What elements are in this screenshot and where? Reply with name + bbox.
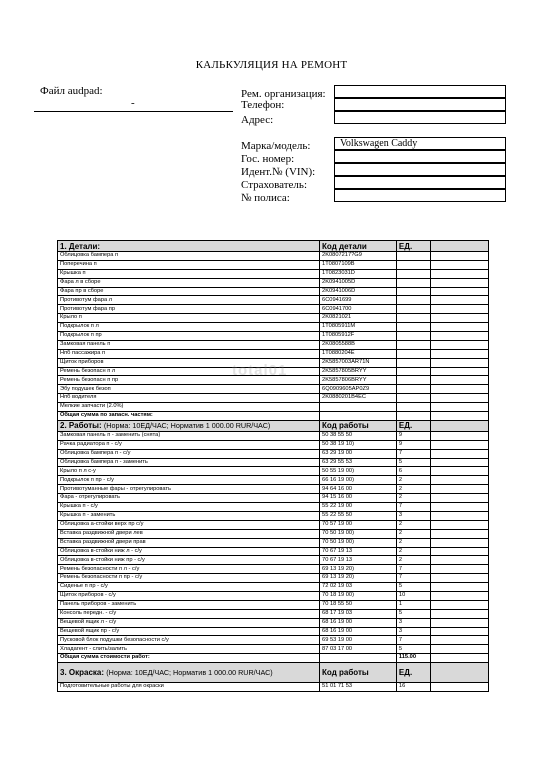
- works-total-row-value: 115.00: [396, 654, 430, 663]
- works-total-row-extra: [431, 654, 489, 663]
- table-row: [58, 458, 489, 467]
- address-field: [334, 111, 506, 124]
- item-name-cell: Фара пр в сборе: [58, 287, 320, 296]
- code-column-header: Код работы: [320, 420, 397, 431]
- unit-cell: 16: [396, 683, 430, 692]
- extra-cell: [431, 618, 489, 627]
- extra-cell: [431, 574, 489, 583]
- code-cell: 2K0941005D: [320, 278, 397, 287]
- parts-section-title: [58, 241, 320, 252]
- unit-cell: [396, 323, 430, 332]
- table-row: [58, 332, 489, 341]
- plate-label: Гос. номер:: [241, 153, 295, 165]
- paint-section-title: [58, 663, 320, 683]
- code-cell: 68 17 19 03: [320, 609, 397, 618]
- extra-cell: [431, 591, 489, 600]
- table-row: [58, 269, 489, 278]
- item-name-cell: Сиденье п пр - с/у: [58, 583, 320, 592]
- misc-parts-row-code: [320, 403, 397, 412]
- code-cell: 63 29 19 00: [320, 449, 397, 458]
- item-name-cell: Противотум фара пр: [58, 305, 320, 314]
- code-cell: 66 16 19 00): [320, 476, 397, 485]
- unit-cell: 7: [396, 503, 430, 512]
- code-cell: 6C0941699: [320, 296, 397, 305]
- extra-cell: [431, 260, 489, 269]
- table-row: [58, 287, 489, 296]
- table-row: [58, 538, 489, 547]
- table-row: [58, 520, 489, 529]
- code-cell: 51 01 71 53: [320, 683, 397, 692]
- unit-cell: [396, 314, 430, 323]
- table-row: [58, 645, 489, 654]
- extra-cell: [431, 476, 489, 485]
- code-cell: 2K5857805BRYY: [320, 367, 397, 376]
- unit-cell: 2: [396, 476, 430, 485]
- extra-cell: [431, 449, 489, 458]
- table-row: [58, 260, 489, 269]
- unit-cell: 6: [396, 467, 430, 476]
- unit-cell: [396, 367, 430, 376]
- unit-cell: [396, 358, 430, 367]
- unit-cell: [396, 260, 430, 269]
- extra-cell: [431, 485, 489, 494]
- calculation-table: [57, 240, 489, 692]
- table-row: [58, 618, 489, 627]
- address-label: Адрес:: [241, 114, 274, 126]
- item-name-cell: Облицовка бампера п - с/у: [58, 449, 320, 458]
- table-row: [58, 431, 489, 440]
- table-row: [58, 252, 489, 261]
- works-subtitle: (Норма: 10ЕД/ЧАС; Норматив 1 000.00 RUR/ЧАС): [103, 421, 271, 431]
- code-cell: 87 03 17 00: [320, 645, 397, 654]
- table-row: [58, 440, 489, 449]
- unit-cell: 3: [396, 618, 430, 627]
- table-row: [58, 565, 489, 574]
- extra-cell: [431, 332, 489, 341]
- unit-cell: [396, 385, 430, 394]
- extra-cell: [431, 305, 489, 314]
- unit-cell: 2: [396, 529, 430, 538]
- item-name-cell: Крышка п - заменить: [58, 511, 320, 520]
- code-cell: 2K0805588B: [320, 340, 397, 349]
- extra-cell: [431, 538, 489, 547]
- extra-cell: [431, 340, 489, 349]
- item-name-cell: Замковая панель п: [58, 340, 320, 349]
- empty-column-header: [431, 420, 489, 431]
- extra-cell: [431, 385, 489, 394]
- misc-parts-row-label: Мелкие запчасти (2.0%): [58, 403, 320, 412]
- table-row: [58, 467, 489, 476]
- insurer-label: Страхователь:: [241, 179, 307, 191]
- unit-cell: 7: [396, 565, 430, 574]
- code-cell: 1T0880204E: [320, 349, 397, 358]
- unit-cell: 5: [396, 458, 430, 467]
- vin-field: [334, 163, 506, 176]
- file-dash: -: [131, 97, 135, 109]
- code-cell: 1T0805911M: [320, 323, 397, 332]
- extra-cell: [431, 269, 489, 278]
- policy-field: [334, 189, 506, 202]
- extra-cell: [431, 556, 489, 565]
- extra-cell: [431, 278, 489, 287]
- vin-label: Идент.№ (VIN):: [241, 166, 316, 178]
- empty-column-header: [431, 663, 489, 683]
- code-cell: 70 67 19 13: [320, 556, 397, 565]
- works-section-header: [58, 420, 489, 431]
- table-row: [58, 385, 489, 394]
- table-row: [58, 591, 489, 600]
- table-row: [58, 394, 489, 403]
- parts-total-row-code: [320, 412, 397, 421]
- extra-cell: [431, 296, 489, 305]
- item-name-cell: Нпб пассажира п: [58, 349, 320, 358]
- extra-cell: [431, 323, 489, 332]
- extra-cell: [431, 503, 489, 512]
- item-name-cell: Щиток приборов: [58, 358, 320, 367]
- org-label: Рем. организация:: [241, 88, 326, 100]
- code-cell: 1T0823031D: [320, 269, 397, 278]
- unit-cell: 7: [396, 449, 430, 458]
- parts-total-row-extra: [431, 412, 489, 421]
- table-row: [58, 627, 489, 636]
- extra-cell: [431, 349, 489, 358]
- code-cell: 94 64 16 00: [320, 485, 397, 494]
- unit-cell: 3: [396, 627, 430, 636]
- works-total-row: [58, 654, 489, 663]
- unit-cell: [396, 340, 430, 349]
- works-total-row-label: Общая сумма стоимости работ:: [58, 654, 320, 663]
- unit-column-header: ЕД.: [396, 420, 430, 431]
- item-name-cell: Крышка п: [58, 269, 320, 278]
- item-name-cell: Подкрылок п пр - с/у: [58, 476, 320, 485]
- item-name-cell: Облицовка бампера п: [58, 252, 320, 261]
- item-name-cell: Подкрылок п л: [58, 323, 320, 332]
- table-row: [58, 547, 489, 556]
- item-name-cell: Противотум фара л: [58, 296, 320, 305]
- table-row: [58, 476, 489, 485]
- unit-column-header: ЕД.: [396, 663, 430, 683]
- item-name-cell: Крыло п л с-у: [58, 467, 320, 476]
- unit-cell: 2: [396, 485, 430, 494]
- table-row: [58, 278, 489, 287]
- parts-total-row-value: [396, 412, 430, 421]
- parts-section-header: [58, 241, 489, 252]
- item-name-cell: Вставка раздвижной двери лев: [58, 529, 320, 538]
- code-cell: 1T0807109B: [320, 260, 397, 269]
- file-label: Файл audpad:: [40, 85, 103, 97]
- unit-cell: 2: [396, 520, 430, 529]
- unit-cell: [396, 278, 430, 287]
- unit-cell: 2: [396, 556, 430, 565]
- item-name-cell: Нпб водителя: [58, 394, 320, 403]
- table-row: [58, 556, 489, 565]
- code-cell: 50 55 19 00): [320, 467, 397, 476]
- item-name-cell: Подготовительные работы для окраски: [58, 683, 320, 692]
- extra-cell: [431, 494, 489, 503]
- code-cell: 69 13 19 20): [320, 574, 397, 583]
- item-name-cell: Рачка радиатора п - с/у: [58, 440, 320, 449]
- code-cell: 2K0880201B4EC: [320, 394, 397, 403]
- table-row: [58, 574, 489, 583]
- watermark-logo: total01: [232, 362, 288, 379]
- code-cell: 70 57 19 00: [320, 520, 397, 529]
- table-row: [58, 609, 489, 618]
- code-cell: 63 29 55 53: [320, 458, 397, 467]
- unit-cell: [396, 349, 430, 358]
- extra-cell: [431, 358, 489, 367]
- item-name-cell: Хладагент - слить/залить: [58, 645, 320, 654]
- item-name-cell: Ремень безопасности п л - с/у: [58, 565, 320, 574]
- extra-cell: [431, 520, 489, 529]
- table-row: [58, 323, 489, 332]
- item-name-cell: Ремень безопасности п пр - с/у: [58, 574, 320, 583]
- unit-cell: 2: [396, 494, 430, 503]
- unit-cell: [396, 296, 430, 305]
- code-cell: 70 67 19 13: [320, 547, 397, 556]
- code-cell: 50 38 55 50: [320, 431, 397, 440]
- unit-cell: [396, 287, 430, 296]
- unit-cell: 7: [396, 574, 430, 583]
- code-cell: 55 22 19 00: [320, 503, 397, 512]
- unit-cell: 10: [396, 591, 430, 600]
- extra-cell: [431, 314, 489, 323]
- unit-cell: [396, 252, 430, 261]
- item-name-cell: Облицовка в-стойки ниж пр - с/у: [58, 556, 320, 565]
- item-name-cell: Фара л в сборе: [58, 278, 320, 287]
- table-row: [58, 600, 489, 609]
- unit-cell: [396, 394, 430, 403]
- table-row: [58, 340, 489, 349]
- table-row: [58, 485, 489, 494]
- code-cell: 2K0807217?G9: [320, 252, 397, 261]
- item-name-cell: Вещевой ящик пр - с/у: [58, 627, 320, 636]
- paint-subtitle: (Норма: 10ЕД/ЧАС; Норматив 1 000.00 RUR/ЧАС): [106, 668, 273, 678]
- extra-cell: [431, 583, 489, 592]
- item-name-cell: Замковая панель п - заменить (снята): [58, 431, 320, 440]
- code-column-header: Код детали: [320, 241, 397, 252]
- misc-parts-row-extra: [431, 403, 489, 412]
- extra-cell: [431, 467, 489, 476]
- insurer-field: [334, 176, 506, 189]
- plate-field: [334, 150, 506, 163]
- extra-cell: [431, 511, 489, 520]
- extra-cell: [431, 600, 489, 609]
- unit-cell: 2: [396, 547, 430, 556]
- table-row: [58, 349, 489, 358]
- item-name-cell: Пусковой блок подушки безопасности с/у: [58, 636, 320, 645]
- item-name-cell: Щиток приборов - с/у: [58, 591, 320, 600]
- extra-cell: [431, 376, 489, 385]
- unit-cell: 1: [396, 600, 430, 609]
- table-row: [58, 449, 489, 458]
- table-row: [58, 503, 489, 512]
- item-name-cell: Подкрылок п пр: [58, 332, 320, 341]
- code-cell: 6C0941700: [320, 305, 397, 314]
- code-cell: 72 02 19 03: [320, 583, 397, 592]
- parts-total-row: [58, 412, 489, 421]
- extra-cell: [431, 367, 489, 376]
- extra-cell: [431, 458, 489, 467]
- item-name-cell: Противотуманные фары - отрегулировать: [58, 485, 320, 494]
- table-row: [58, 305, 489, 314]
- misc-parts-row: [58, 403, 489, 412]
- extra-cell: [431, 529, 489, 538]
- unit-cell: 2: [396, 538, 430, 547]
- item-name-cell: Поперечина п: [58, 260, 320, 269]
- item-name-cell: Крышка п - с/у: [58, 503, 320, 512]
- extra-cell: [431, 252, 489, 261]
- extra-cell: [431, 431, 489, 440]
- code-cell: 94 15 16 00: [320, 494, 397, 503]
- table-row: [58, 583, 489, 592]
- unit-column-header: ЕД.: [396, 241, 430, 252]
- item-name-cell: Ремень безопасн п л: [58, 367, 320, 376]
- item-name-cell: Облицовка а-стойки верх пр с/у: [58, 520, 320, 529]
- unit-cell: 7: [396, 636, 430, 645]
- item-name-cell: Панель приборов - заменить: [58, 600, 320, 609]
- extra-cell: [431, 287, 489, 296]
- unit-cell: 9: [396, 431, 430, 440]
- item-name-cell: Облицовка в-стойки ниж л - с/у: [58, 547, 320, 556]
- code-cell: 70 18 55 50: [320, 600, 397, 609]
- code-cell: 68 16 19 00: [320, 618, 397, 627]
- phone-field: [334, 98, 506, 111]
- table-row: [58, 494, 489, 503]
- code-cell: 69 13 19 20): [320, 565, 397, 574]
- unit-cell: 5: [396, 583, 430, 592]
- code-cell: 1T0805912F: [320, 332, 397, 341]
- phone-label: Телефон:: [241, 99, 285, 111]
- table-row: [58, 314, 489, 323]
- extra-cell: [431, 440, 489, 449]
- file-underline: [34, 111, 233, 112]
- item-name-cell: Эбу подушек безоп: [58, 385, 320, 394]
- extra-cell: [431, 683, 489, 692]
- extra-cell: [431, 547, 489, 556]
- code-cell: 2K5857806BRYY: [320, 376, 397, 385]
- empty-column-header: [431, 241, 489, 252]
- code-cell: 6Q0909605AP0Z9: [320, 385, 397, 394]
- item-name-cell: Вещевой ящик л - с/у: [58, 618, 320, 627]
- item-name-cell: Консоль передн. - с/у: [58, 609, 320, 618]
- works-title-text: 2. Работы:: [60, 421, 102, 431]
- make-label: Марка/модель:: [241, 140, 311, 152]
- unit-cell: [396, 376, 430, 385]
- table-row: [58, 529, 489, 538]
- item-name-cell: Вставка раздвижной двери прав: [58, 538, 320, 547]
- extra-cell: [431, 645, 489, 654]
- parts-total-row-label: Общая сумма по запасн. частям:: [58, 412, 320, 421]
- code-column-header: Код работы: [320, 663, 397, 683]
- code-cell: 70 18 19 00): [320, 591, 397, 600]
- code-cell: 68 16 19 00: [320, 627, 397, 636]
- table-row: [58, 296, 489, 305]
- unit-cell: 5: [396, 609, 430, 618]
- table-row: [58, 636, 489, 645]
- works-total-row-code: [320, 654, 397, 663]
- table-row: [58, 683, 489, 692]
- policy-label: № полиса:: [241, 192, 290, 204]
- unit-cell: [396, 269, 430, 278]
- code-cell: 2K0821021: [320, 314, 397, 323]
- item-name-cell: Облицовка бампера п - заменить: [58, 458, 320, 467]
- extra-cell: [431, 565, 489, 574]
- item-name-cell: Крыло п: [58, 314, 320, 323]
- org-field: [334, 85, 506, 98]
- extra-cell: [431, 636, 489, 645]
- unit-cell: [396, 332, 430, 341]
- extra-cell: [431, 394, 489, 403]
- item-name-cell: Ремень безопасн п пр: [58, 376, 320, 385]
- works-section-title: [58, 420, 320, 431]
- unit-cell: 5: [396, 645, 430, 654]
- misc-parts-row-value: [396, 403, 430, 412]
- unit-cell: [396, 305, 430, 314]
- table-row: [58, 511, 489, 520]
- code-cell: 2K5857003AR71N: [320, 358, 397, 367]
- extra-cell: [431, 609, 489, 618]
- paint-section-header: [58, 663, 489, 683]
- code-cell: 50 38 19 10): [320, 440, 397, 449]
- code-cell: 55 22 55 50: [320, 511, 397, 520]
- make-field: Volkswagen Caddy: [334, 137, 506, 150]
- code-cell: 69 53 19 00: [320, 636, 397, 645]
- item-name-cell: Фара - отрегулировать: [58, 494, 320, 503]
- code-cell: 70 50 19 00): [320, 538, 397, 547]
- unit-cell: 3: [396, 511, 430, 520]
- code-cell: 70 50 19 00): [320, 529, 397, 538]
- extra-cell: [431, 627, 489, 636]
- document-title: КАЛЬКУЛЯЦИЯ НА РЕМОНТ: [195, 59, 348, 71]
- parts-title-text: 1. Детали:: [60, 241, 101, 251]
- unit-cell: 9: [396, 440, 430, 449]
- code-cell: 2K0941006D: [320, 287, 397, 296]
- paint-title-text: 3. Окраска:: [60, 668, 105, 678]
